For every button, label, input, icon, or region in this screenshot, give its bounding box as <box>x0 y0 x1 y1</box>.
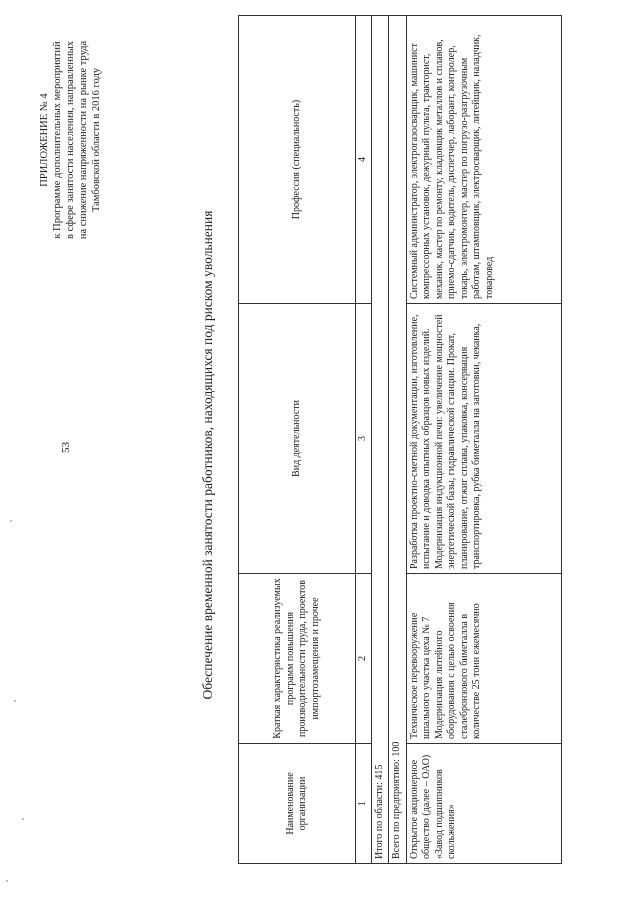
header-profession: Профессия (специальность) <box>239 16 356 304</box>
total-enterprise: Всего по предприятию: 100 <box>389 16 407 864</box>
column-number-row <box>356 16 372 864</box>
appendix-line: на снижение напряженности на рынке труда <box>78 40 89 240</box>
total-region: Итого по области: 415 <box>371 16 389 864</box>
scan-speck <box>14 700 16 702</box>
cell-program: Техническое перевооружение шпального участка цеха № 7 Модернизация литейного оборудования с целью освоения сталебронзового биметалла в количестве 25 тонн ежемесячно <box>406 574 561 744</box>
employment-table <box>238 15 562 864</box>
scan-speck <box>10 520 12 522</box>
header-program: Краткая характеристика реализуемых программ повышения производительности труда, проектов импортозамещения и прочее <box>239 574 356 744</box>
appendix-line: к Программе дополнительных мероприятий <box>52 41 63 239</box>
appendix-line: Тамбовской области в 2016 году <box>91 67 102 213</box>
column-number: 3 <box>356 304 372 574</box>
column-number: 2 <box>356 574 372 744</box>
document-title: Обеспечение временной занятости работников, находящихся под риском увольнения <box>200 210 215 700</box>
scan-speck <box>22 818 24 820</box>
appendix-block <box>38 15 103 265</box>
page-number: 53 <box>60 442 72 453</box>
total-enterprise-row <box>389 16 407 864</box>
appendix-line: в сфере занятости населения, направленных <box>65 41 76 239</box>
column-number: 4 <box>356 16 372 304</box>
cell-org: Открытое акционерное общество (далее – ОАО) «Завод подшипников скольжения» <box>406 744 561 864</box>
header-activity: Вид деятельности <box>239 304 356 574</box>
scan-speck <box>6 880 8 882</box>
table-row <box>406 16 561 864</box>
total-region-row <box>371 16 389 864</box>
appendix-title: ПРИЛОЖЕНИЕ № 4 <box>39 93 50 187</box>
cell-profession: Системный администратор, электрогазосварщик, машинист компрессорных установок, дежурный пульта, тракторист, механик, мастер по ремонту, кладовщик металлов и сплавов, приемо-сдатчик, водитель, диспетчер, лаборант, контролер, токарь, электромонтер, мастер по погрузо-разгрузочным работам, штамповщик, электросварщик, литейщик, наладчик, товаровед <box>406 16 561 304</box>
table-header-row <box>239 16 356 864</box>
cell-activity: Разработка проектно-сметной документации, изготовление, испытание и доводка опытных образцов новых изделий. Модернизация индукционной печи: увеличение мощностей энергетической базы, гидравлической станции. Прокат, планирование, отжиг сплава, упаковка, консервация транспортировка, рубка биметалла на заготовки, чеканка, <box>406 304 561 574</box>
column-number: 1 <box>356 744 372 864</box>
header-org: Наименование организации <box>239 744 356 864</box>
